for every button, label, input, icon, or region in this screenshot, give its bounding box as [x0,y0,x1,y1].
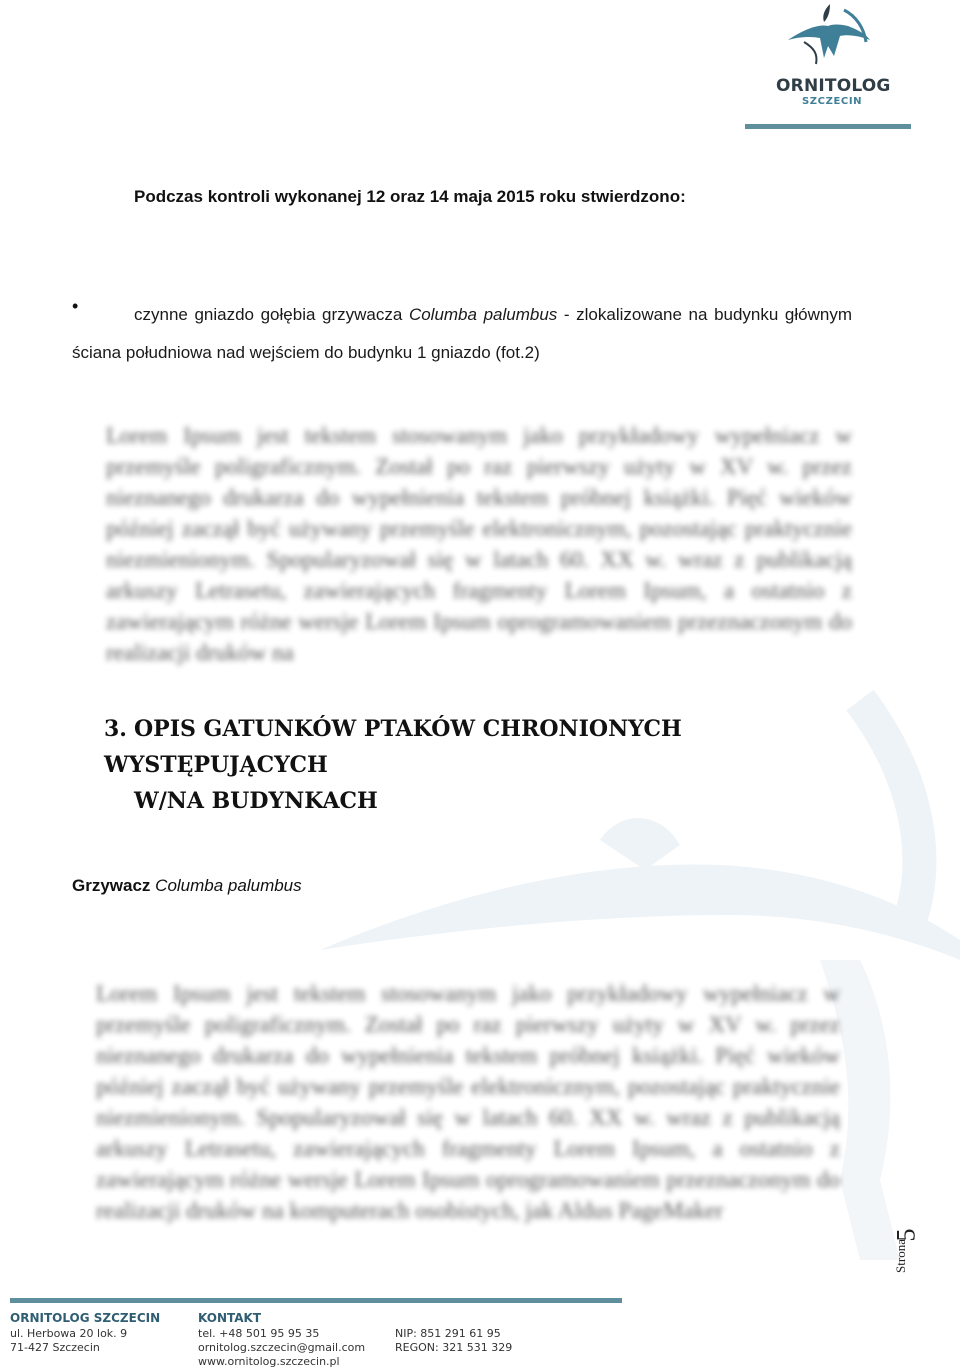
finding-text-before: czynne gniazdo gołębia grzywacza [134,305,409,324]
inspection-heading: Podczas kontroli wykonanej 12 oraz 14 maja 2015 roku stwierdzono: [134,187,686,206]
blurred-text-block-2: Lorem Ipsum jest tekstem stosowanym jako przykładowy wypełniacz w przemyśle poligraficznym. Został po raz pierwszy użyty w XV w. przez nieznanego drukarza do wypełnienia tekstem próbnej książki. Pięć wieków później zaczął być używany przemyśle elektronicznym, pozostając praktycznie niezmienionym. Spopularyzował się w latach 60. XX w. wraz z publikacją arkuszy Letrasetu, zawierających fragmenty Lorem Ipsum, a ostatnio z zawierającym różne wersje Lorem Ipsum oprogramowaniem przeznaczonym do realizacji druków na komputerach osobistych, jak Aldus PageMaker [96,981,840,1223]
section-heading [104,711,864,819]
page-number-label: Strona [892,1239,908,1273]
footer-divider [10,1298,622,1303]
footer-website-link[interactable]: www.ornitolog.szczecin.pl [198,1355,340,1368]
footer-nip: NIP: 851 291 61 95 [395,1327,501,1340]
section-title-line1: OPIS GATUNKÓW PTAKÓW CHRONIONYCH WYSTĘPUJĄCYCH [104,716,682,778]
page-number [891,1216,928,1276]
footer-company-name: ORNITOLOG SZCZECIN [10,1311,161,1325]
footer-contact-heading: KONTAKT [198,1311,262,1325]
footer-regon: REGON: 321 531 329 [395,1341,513,1354]
section-number: 3. [104,716,127,742]
finding-text-after: - zlokalizowane na budynku głównym ściana południowa nad wejściem do budynku 1 gniazdo (fot.2) [72,305,853,362]
footer-address-line1: ul. Herbowa 20 lok. 9 [10,1327,128,1340]
page-number-value: 5 [891,1228,921,1242]
finding-latin-name: Columba palumbus [408,305,558,324]
logo-underline [745,124,911,129]
footer-address-line2: 71-427 Szczecin [10,1341,100,1354]
footer-phone: tel. +48 501 95 95 35 [198,1327,320,1340]
swallow-icon [744,2,914,74]
logo-subtitle: SZCZECIN [802,96,863,107]
species-latin-name: Columba palumbus [155,876,302,895]
logo-title: ORNITOLOG [776,76,891,96]
footer-email-link[interactable]: ornitolog.szczecin@gmail.com [198,1341,366,1354]
species-common-name: Grzywacz [72,876,151,895]
company-logo [744,2,914,132]
species-title [72,876,302,896]
finding-paragraph [72,296,852,372]
blurred-text-block-1: Lorem Ipsum jest tekstem stosowanym jako przykładowy wypełniacz w przemyśle poligraficznym. Został po raz pierwszy użyty w XV w. przez nieznanego drukarza do wypełnienia tekstem próbnej książki. Pięć wieków później zaczął być używany przemyśle elektronicznym, pozostając praktycznie niezmienionym. Spopularyzował się w latach 60. XX w. wraz z publikacją arkuszy Letrasetu, zawierających fragmenty Lorem Ipsum, a ostatnio z zawierającym różne wersje Lorem Ipsum oprogramowaniem przeznaczonym do realizacji druków na [106,423,852,665]
bullet-point: • [72,296,79,316]
section-title-line2: W/NA BUDYNKACH [134,788,378,814]
